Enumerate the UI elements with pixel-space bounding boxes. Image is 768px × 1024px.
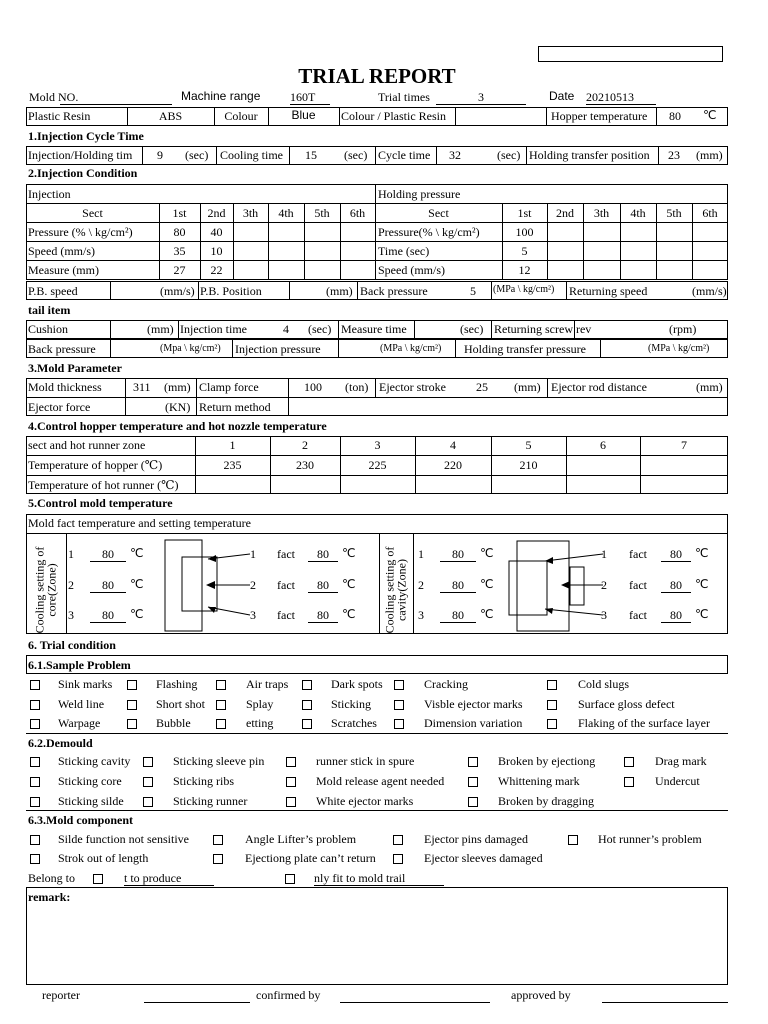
unit-mms: (mm/s) [692,284,727,298]
fact-temp[interactable]: 80 [308,608,338,623]
fact-label: fact [277,578,295,592]
machine-range-label: Machine range [181,89,261,103]
sample-problem-title: 6.1.Sample Problem [28,658,131,672]
setting-temp[interactable]: 80 [90,578,126,593]
zone-header: 2 [302,438,308,452]
unit-kn: (KN) [165,400,191,414]
problem-label: Sticking cavity [58,754,131,768]
problem-checkbox[interactable] [30,680,40,690]
unit-mpa: (MPa \ kg/cm²) [380,343,442,354]
problem-checkbox[interactable] [302,700,312,710]
unit-mm: (mm) [164,380,191,394]
point-number: 2 [250,578,256,592]
zone-header: 7 [681,438,687,452]
remark-label: remark: [28,890,71,904]
unit-celsius: ℃ [480,546,494,560]
hopper-temp-cell[interactable]: 225 [368,458,387,472]
problem-label: Broken by ejectiong [498,754,596,768]
problem-checkbox[interactable] [127,700,137,710]
problem-label: Undercut [655,774,700,788]
holding-cell[interactable]: 100 [515,225,534,239]
problem-checkbox[interactable] [286,757,296,767]
zone-label: sect and hot runner zone [28,438,146,452]
unit-celsius: ℃ [130,577,144,591]
problem-checkbox[interactable] [547,719,557,729]
problem-label: Ejector pins damaged [424,832,528,846]
fact-label: fact [277,608,295,622]
clamp-force-label: Clamp force [199,380,259,394]
cooling-value[interactable]: 15 [305,148,317,162]
problem-label: Sticking sleeve pin [173,754,265,768]
injection-cell[interactable]: 27 [173,263,186,277]
problem-checkbox[interactable] [468,777,478,787]
column-header: 4th [278,206,294,220]
ejector-stroke-label: Ejector stroke [379,380,446,394]
problem-label: Splay [246,697,274,711]
setting-temp[interactable]: 80 [440,578,476,593]
problem-label: Strok out of length [58,851,149,865]
problem-label: White ejector marks [316,794,414,808]
problem-label: Sink marks [58,677,113,691]
problem-checkbox[interactable] [393,854,403,864]
unit-sec: (sec) [344,148,368,162]
problem-label: Surface gloss defect [578,697,675,711]
problem-label: Dimension variation [424,716,523,730]
problem-checkbox[interactable] [216,700,226,710]
unit-celsius: ℃ [130,607,144,621]
holding-cell[interactable]: 12 [518,263,531,277]
problem-checkbox[interactable] [30,777,40,787]
column-header: 6th [349,206,366,220]
hopper-temp-label: Hopper temperature [551,109,648,123]
section-divider [26,733,728,734]
zone-number: 3 [418,608,424,622]
return-method-label: Return method [199,400,271,414]
unit-mm: (mm) [514,380,541,394]
problem-label: Visble ejector marks [424,697,523,711]
hold-transfer-label: Holding transfer position [529,148,650,162]
problem-checkbox[interactable] [394,719,404,729]
column-header: 6th [702,206,718,220]
injection-cell[interactable]: 10 [210,244,223,258]
unit-mm: (mm) [147,322,174,336]
zone-number: 1 [418,547,424,561]
holding-row-label: Pressure(% \ kg/cm²) [378,225,480,239]
fit-to-produce-checkbox[interactable] [93,874,103,884]
unit-ton: (ton) [345,380,369,394]
problem-checkbox[interactable] [30,719,40,729]
problem-label: Weld line [58,697,105,711]
back-pressure-2-label: Back pressure [28,342,96,356]
returning-screw-label: Returning screw rev [494,322,592,336]
mold-no-label: Mold NO. [29,90,79,104]
unit-celsius: ℃ [695,577,709,591]
problem-checkbox[interactable] [547,680,557,690]
zone-number: 2 [418,578,424,592]
unit-celsius: ℃ [130,546,144,560]
unit-sec: (sec) [185,148,209,162]
fit-to-produce-label: t to produce [124,871,214,886]
report-number-box[interactable] [538,46,723,62]
sect-header: Sect [428,206,449,220]
holding-row-label: Time (sec) [378,244,430,258]
problem-checkbox[interactable] [30,854,40,864]
colour-label: Colour [224,109,258,123]
problem-checkbox[interactable] [143,777,153,787]
problem-label: Silde function not sensitive [58,832,189,846]
fact-temp[interactable]: 80 [661,608,691,623]
core-mold-diagram [160,535,270,635]
problem-label: Warpage [58,716,101,730]
hopper-temp-value[interactable]: 80 [669,109,681,123]
cushion-label: Cushion [28,322,69,336]
remark-box[interactable] [26,887,728,985]
plastic-resin-value[interactable]: ABS [158,109,183,123]
problem-label: Sticking ribs [173,774,235,788]
fit-to-trail-label: nly fit to mold trail [314,871,444,886]
problem-label: etting [246,716,274,730]
clamp-force-value[interactable]: 100 [304,380,322,394]
sample-problem-title-box [26,655,728,674]
date-label: Date [549,89,575,103]
tail-item-title: tail item [28,303,71,317]
problem-checkbox[interactable] [143,757,153,767]
problem-checkbox[interactable] [127,680,137,690]
holding-row-label: Speed (mm/s) [378,263,445,277]
injection-cell[interactable]: 22 [210,263,223,277]
problem-checkbox[interactable] [286,797,296,807]
problem-checkbox[interactable] [547,700,557,710]
section-divider [26,810,728,811]
problem-checkbox[interactable] [302,719,312,729]
column-header: 5th [314,206,330,220]
problem-checkbox[interactable] [468,797,478,807]
unit-mpa: (MPa \ kg/cm²) [493,284,555,295]
hold-transfer-pressure-label: Holding transfer pressure [464,342,586,356]
problem-label: Cold slugs [578,677,630,691]
fact-temp[interactable]: 80 [661,547,691,562]
zone-header: 3 [374,438,381,452]
fact-temp[interactable]: 80 [661,578,691,593]
ejector-stroke-value[interactable]: 25 [476,380,488,394]
problem-checkbox[interactable] [213,835,223,845]
problem-checkbox[interactable] [30,700,40,710]
column-header: 2nd [207,206,226,220]
point-number: 3 [250,608,256,622]
unit-celsius: ℃ [480,577,494,591]
injection-cell[interactable]: 80 [173,225,186,239]
hopper-temp-unit: ℃ [703,108,717,122]
problem-label: Sticking [331,697,372,711]
sect-header: Sect [82,206,103,220]
problem-label: Mold release agent needed [316,774,445,788]
problem-checkbox[interactable] [213,854,223,864]
injection-cell[interactable]: 35 [173,244,186,258]
problem-checkbox[interactable] [393,835,403,845]
problem-checkbox[interactable] [143,797,153,807]
unit-sec: (sec) [460,322,484,336]
trial-times-field[interactable]: 3 [436,90,526,105]
zone-number: 3 [68,608,74,622]
setting-temp[interactable]: 80 [90,547,126,562]
problem-checkbox[interactable] [216,719,226,729]
measure-time-label: Measure time [341,322,407,336]
problem-checkbox[interactable] [286,777,296,787]
trial-times-label: Trial times [378,90,430,104]
problem-checkbox[interactable] [394,700,404,710]
problem-label: Sticking core [58,774,122,788]
hot-runner-row-label: Temperature of hot runner (℃) [28,478,179,492]
fact-label: fact [629,547,647,561]
approved-by-field[interactable] [602,988,728,1003]
cycle-value[interactable]: 32 [449,148,461,162]
unit-celsius: ℃ [695,607,709,621]
problem-checkbox[interactable] [568,835,578,845]
unit-mm: (mm) [326,284,353,298]
hopper-temp-cell[interactable]: 230 [296,458,314,472]
problem-checkbox[interactable] [127,719,137,729]
tail-row-2 [26,339,728,358]
hopper-temp-row-label: Temperature of hopper (℃) [28,458,163,472]
section-2-title: 2.Injection Condition [28,166,138,180]
unit-celsius: ℃ [342,607,356,621]
cycle-label: Cycle time [378,148,431,162]
injection-time-value[interactable]: 4 [283,322,289,336]
mold-temp-subtitle: Mold fact temperature and setting temperature [28,516,251,530]
point-number: 2 [601,578,607,592]
colour-value[interactable]: Blue [291,108,316,122]
problem-label: Angle Lifter’s problem [245,832,357,846]
zone-header: 5 [525,438,532,452]
problem-checkbox[interactable] [30,835,40,845]
zone-header: 4 [450,438,456,452]
hopper-temp-cell[interactable]: 220 [444,458,462,472]
problem-label: Broken by dragging [498,794,594,808]
setting-temp[interactable]: 80 [440,547,476,562]
plastic-resin-label: Plastic Resin [28,109,91,123]
date-field[interactable]: 20210513 [586,90,656,105]
section-4-title: 4.Control hopper temperature and hot nozzle temperature [28,419,327,433]
mold-component-title: 6.3.Mold component [28,813,133,827]
mold-thickness-value[interactable]: 311 [133,380,151,394]
mold-no-field[interactable] [60,90,172,105]
section-6-title: 6. Trial condition [28,638,116,652]
hold-transfer-value[interactable]: 23 [668,148,680,162]
column-header: 1st [172,206,187,220]
problem-checkbox[interactable] [394,680,404,690]
problem-checkbox[interactable] [468,757,478,767]
injection-pressure-label: Injection pressure [235,342,321,356]
column-header: 5th [666,206,682,220]
setting-temp[interactable]: 80 [90,608,126,623]
injection-row-label: Speed (mm/s) [28,244,95,258]
problem-label: Whittening mark [498,774,580,788]
section-5-title: 5.Control mold temperature [28,496,173,510]
problem-label: Cracking [424,677,468,691]
section-3-title: 3.Mold Parameter [28,361,122,375]
column-header: 3th [242,206,259,220]
column-header: 4th [630,206,646,220]
unit-sec: (sec) [497,148,521,162]
confirmed-by-label: confirmed by [256,988,321,1002]
inj-hold-label: Injection/Holding tim [28,148,133,162]
column-header: 1st [517,206,532,220]
injection-cell[interactable]: 40 [210,225,223,239]
problem-label: Flashing [156,677,198,691]
section-1-title: 1.Injection Cycle Time [28,129,144,143]
machine-range-field[interactable]: 160T [290,90,330,105]
unit-celsius: ℃ [695,546,709,560]
problem-label: Short shot [156,697,206,711]
point-number: 1 [601,547,607,561]
ejector-force-label: Ejector force [28,400,91,414]
problem-label: Sticking silde [58,794,124,808]
injection-row-label: Measure (mm) [28,263,99,277]
cavity-zone-label: Cooling setting of cavity(Zone) [382,546,409,634]
problem-label: Flaking of the surface layer [578,716,710,730]
injection-label: Injection [28,187,71,201]
mold-thickness-label: Mold thickness [28,380,102,394]
unit-mms: (mm/s) [160,284,195,298]
core-plate [165,540,202,631]
page-title: TRIAL REPORT [298,64,456,88]
cavity-insert [570,567,584,605]
confirmed-by-field[interactable] [340,988,490,1003]
problem-checkbox[interactable] [30,757,40,767]
reporter-label: reporter [42,988,80,1002]
cavity-plate [517,541,569,631]
fact-temp[interactable]: 80 [308,547,338,562]
unit-celsius: ℃ [480,607,494,621]
problem-label: Sticking runner [173,794,248,808]
fact-label: fact [629,608,647,622]
unit-mpa: (Mpa \ kg/cm²) [160,343,221,354]
problem-checkbox[interactable] [624,777,634,787]
pb-position-label: P.B. Position [200,284,262,298]
point-number: 3 [601,608,607,622]
hopper-temp-cell[interactable]: 210 [519,458,538,472]
core-zone-label: Cooling setting of core(Zone) [32,546,59,634]
problem-label: Dark spots [331,677,383,691]
problem-checkbox[interactable] [216,680,226,690]
problem-checkbox[interactable] [624,757,634,767]
cavity-mold-diagram [505,535,610,635]
returning-speed-label: Returning speed [569,284,648,298]
holding-cell[interactable]: 5 [521,244,528,258]
problem-label: runner stick in spure [316,754,415,768]
back-pressure-value[interactable]: 5 [470,284,476,298]
holding-label: Holding pressure [378,187,461,201]
unit-celsius: ℃ [342,577,356,591]
injection-row-label: Pressure (% \ kg/cm²) [28,225,133,239]
unit-sec: (sec) [308,322,332,336]
fact-label: fact [629,578,647,592]
unit-mpa: (MPa \ kg/cm²) [648,343,710,354]
problem-label: Air traps [246,677,289,691]
unit-rpm: (rpm) [669,322,697,336]
column-header: 3th [593,206,610,220]
zone-number: 2 [68,578,74,592]
problem-label: Drag mark [655,754,707,768]
colour-resin-label: Colour / Plastic Resin [341,109,446,123]
inj-hold-value[interactable]: 9 [157,148,163,162]
zone-header: 6 [600,438,606,452]
unit-celsius: ℃ [342,546,356,560]
cavity-block [509,561,547,615]
zone-number: 1 [68,547,74,561]
ejector-rod-label: Ejector rod distance [551,380,647,394]
reporter-field[interactable] [144,988,250,1003]
problem-label: Ejectiong plate can’t return [245,851,376,865]
problem-label: Ejector sleeves damaged [424,851,543,865]
setting-temp[interactable]: 80 [440,608,476,623]
problem-label: Hot runner’s problem [598,832,702,846]
problem-label: Bubble [156,716,191,730]
fact-label: fact [277,547,295,561]
demould-title: 6.2.Demould [28,736,93,750]
fact-temp[interactable]: 80 [308,578,338,593]
point-number: 1 [250,547,256,561]
cooling-label: Cooling time [220,148,283,162]
back-pressure-label: Back pressure [360,284,428,298]
problem-checkbox[interactable] [30,797,40,807]
belong-to-label: Belong to [28,871,75,885]
column-header: 2nd [556,206,574,220]
problem-label: Scratches [331,716,377,730]
unit-mm: (mm) [696,148,723,162]
problem-checkbox[interactable] [302,680,312,690]
zone-header: 1 [229,438,236,452]
injection-time-label: Injection time [180,322,247,336]
hopper-temp-cell[interactable]: 235 [223,458,242,472]
approved-by-label: approved by [511,988,571,1002]
unit-mm: (mm) [696,380,723,394]
pb-speed-label: P.B. speed [28,284,78,298]
fit-to-trail-checkbox[interactable] [285,874,295,884]
